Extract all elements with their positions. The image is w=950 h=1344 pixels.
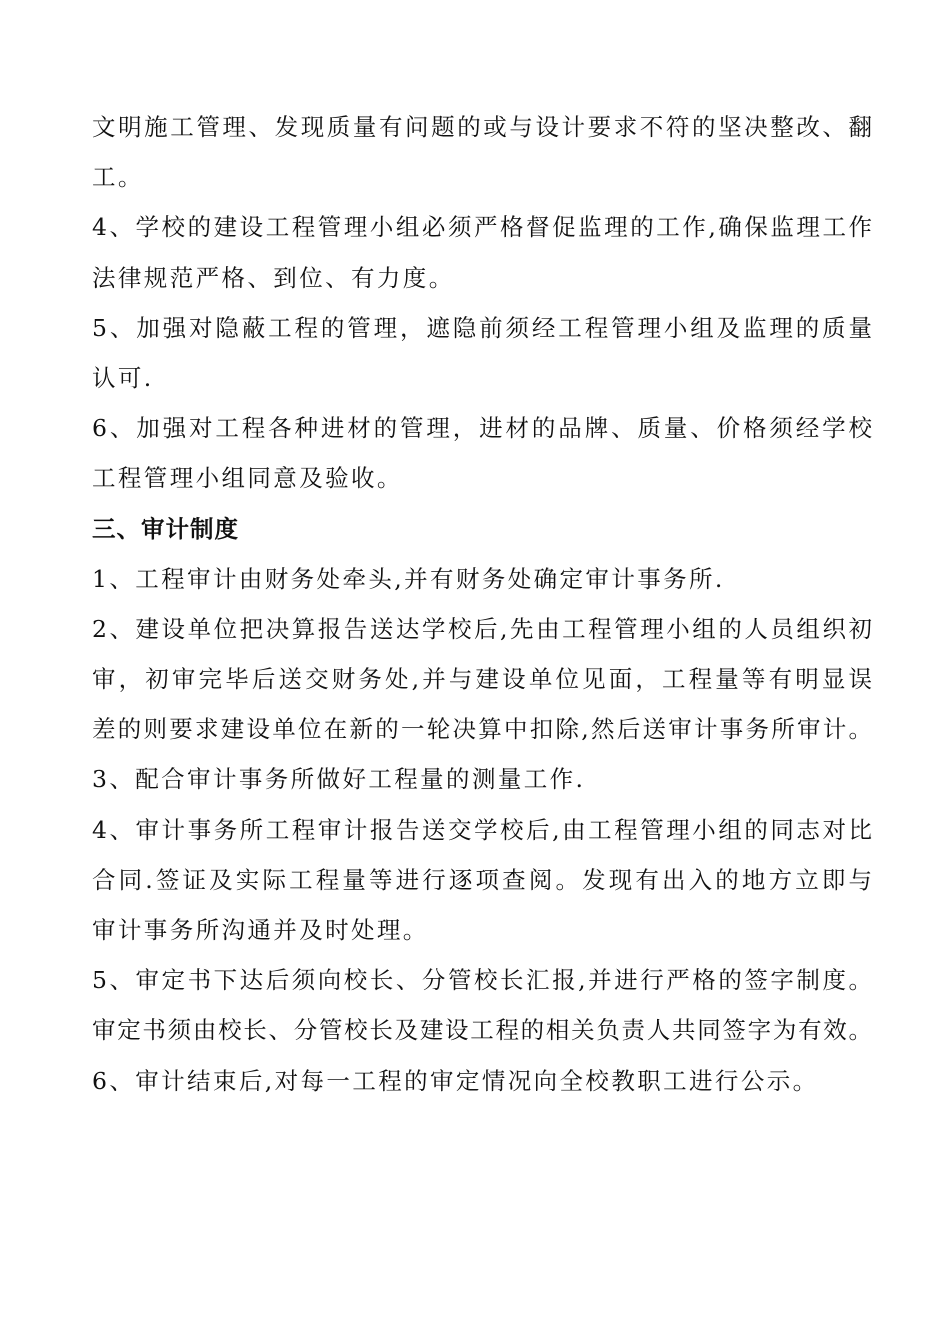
list-item-4: 4、学校的建设工程管理小组必须严格督促监理的工作,确保监理工作 — [92, 213, 872, 242]
text-line: 差的则要求建设单位在新的一轮决算中扣除,然后送审计事务所审计。 — [92, 715, 872, 744]
text-line: 审计事务所沟通并及时处理。 — [92, 916, 429, 944]
audit-item-5: 5、审定书下达后须向校长、分管校长汇报,并进行严格的签字制度。 — [92, 966, 872, 995]
audit-item-3: 3、配合审计事务所做好工程量的测量工作. — [92, 765, 586, 794]
text-line: 审定书须由校长、分管校长及建设工程的相关负责人共同签字为有效。 — [92, 1016, 872, 1045]
document-body — [92, 102, 872, 1106]
text-line: 合同.签证及实际工程量等进行逐项查阅。发现有出入的地方立即与 — [92, 865, 872, 894]
audit-item-4: 4、审计事务所工程审计报告送交学校后,由工程管理小组的同志对比 — [92, 815, 872, 844]
audit-item-1: 1、工程审计由财务处牵头,并有财务处确定审计事务所. — [92, 564, 725, 593]
list-item-5: 5、加强对隐蔽工程的管理，遮隐前须经工程管理小组及监理的质量 — [92, 313, 872, 342]
section-heading: 三、审计制度 — [92, 514, 239, 543]
text-line: 文明施工管理、发现质量有问题的或与设计要求不符的坚决整改、翻 — [92, 113, 872, 141]
audit-item-6: 6、审计结束后,对每一工程的审定情况向全校教职工进行公示。 — [92, 1066, 819, 1095]
list-item-6: 6、加强对工程各种进材的管理，进材的品牌、质量、价格须经学校 — [92, 414, 872, 443]
text-line: 审，初审完毕后送交财务处,并与建设单位见面，工程量等有明显误 — [92, 665, 872, 694]
audit-item-2: 2、建设单位把决算报告送达学校后,先由工程管理小组的人员组织初 — [92, 614, 872, 643]
text-line: 认可. — [92, 363, 154, 392]
text-line: 工。 — [92, 163, 144, 192]
text-line: 工程管理小组同意及验收。 — [92, 464, 403, 493]
text-line: 法律规范严格、到位、有力度。 — [92, 263, 455, 292]
